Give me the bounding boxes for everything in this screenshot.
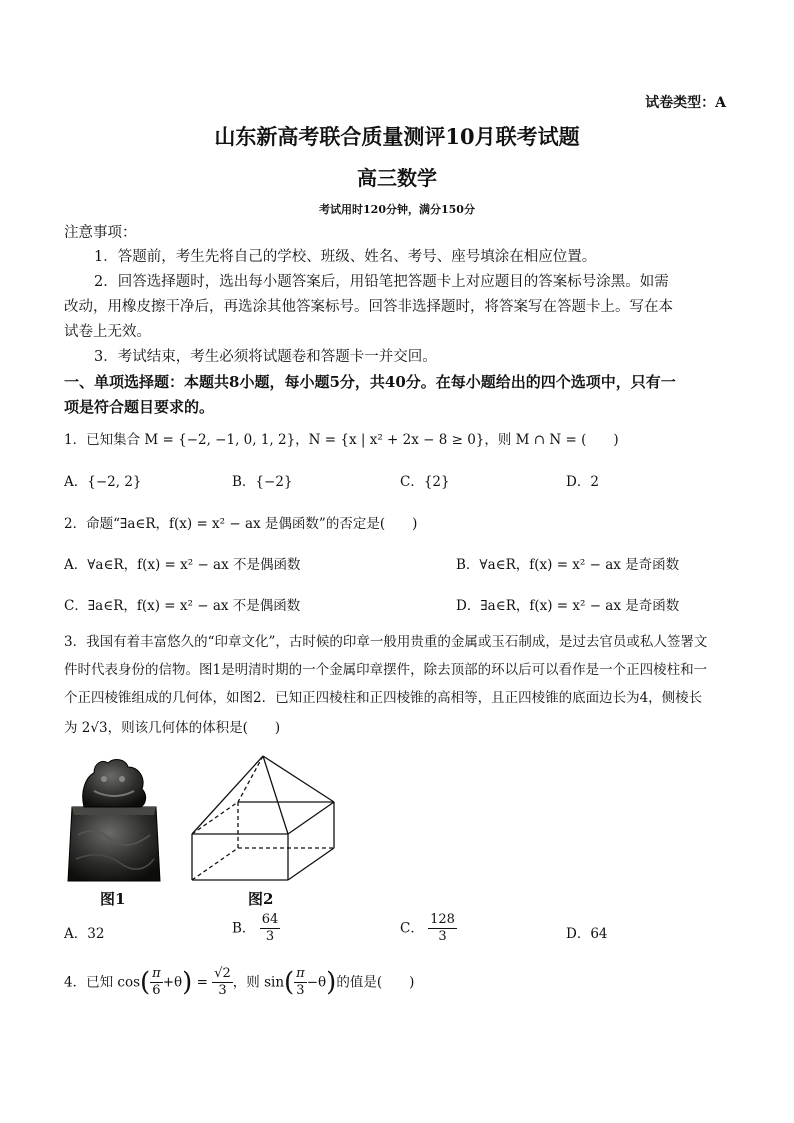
note-item-3: 3．考试结束，考生必须将试题卷和答题卡一并交回。 [94, 349, 437, 365]
solid-diagram [188, 752, 338, 887]
section-heading: 一、单项选择题：本题共8小题，每小题5分，共40分。在每小题给出的四个选项中，只有一 [64, 373, 676, 391]
note-item-2: 2．回答选择题时，选出每小题答案后，用铅笔把答题卡上对应题目的答案标号涂黑。如需 [94, 274, 669, 290]
question-2: 2．命题“∃a∈R，f(x) = x² − ax 是偶函数”的否定是( ) [64, 516, 418, 532]
q1-option-b: B．{−2} [232, 474, 293, 490]
question-3-line-1: 3．我国有着丰富悠久的“印章文化”，古时候的印章一般用贵重的金属或玉石制成，是过去官员或私人签署文 [64, 634, 708, 650]
question-3-line-4: 为 2√3，则该几何体的体积是( ) [64, 720, 281, 736]
q4-angle-b-denominator: 3 [296, 983, 305, 998]
q3-option-d: D．64 [566, 926, 608, 942]
exam-subject: 高三数学 [357, 166, 437, 190]
question-1: 1．已知集合 M = {−2, −1, 0, 1, 2}，N = {x | x² + 2x − 8 ≥ 0}，则 M ∩ N = ( ) [64, 432, 619, 448]
exam-info: 考试用时120分钟，满分150分 [319, 203, 475, 216]
q4-paren-close: ) [182, 967, 193, 998]
seal-photo [64, 755, 164, 885]
q2-option-c: C．∃a∈R，f(x) = x² − ax 不是偶函数 [64, 598, 301, 614]
paper-type: 试卷类型：A [645, 95, 726, 111]
q4-value-numerator: √2 [214, 966, 231, 981]
q4-angle-fraction-b [294, 966, 307, 999]
q4-angle-a-tail: +θ [162, 974, 183, 991]
q3-option-b-denominator: 3 [265, 929, 275, 944]
exam-title: 山东新高考联合质量测评10月联考试题 [214, 124, 580, 149]
q4-paren-close-2: ) [326, 967, 337, 998]
notes-heading: 注意事项： [64, 225, 137, 241]
q4-angle-b-numerator: π [296, 966, 305, 981]
q1-option-a: A．{−2, 2} [64, 474, 142, 490]
note-item-1: 1．答题前，考生先将自己的学校、班级、姓名、考号、座号填涂在相应位置。 [94, 249, 597, 265]
q4-angle-fraction-a [150, 966, 163, 999]
q3-option-c-fraction [428, 912, 457, 945]
q3-option-c [400, 912, 457, 945]
q3-option-c-denominator: 3 [438, 929, 447, 944]
figure-1-label: 图1 [100, 890, 126, 908]
q2-option-b: B．∀a∈R，f(x) = x² − ax 是奇函数 [456, 557, 680, 573]
question-3-line-3: 个正四棱锥组成的几何体，如图2．已知正四棱柱和正四棱锥的高相等，且正四棱锥的底面边长为4，侧棱长 [64, 690, 703, 706]
q3-option-c-label: C． [400, 920, 424, 937]
q4-angle-a-numerator: π [152, 966, 161, 981]
figure-2-label: 图2 [248, 890, 274, 908]
q4-middle: ，则 sin [232, 974, 285, 991]
note-item-2-cont: 改动，用橡皮擦干净后，再选涂其他答案标号。回答非选择题时，将答案写在答题卡上。写在本 [64, 299, 673, 315]
section-heading-cont: 项是符合题目要求的。 [64, 398, 215, 416]
q3-option-b-numerator: 64 [261, 912, 279, 927]
q3-option-b-label: B． [232, 920, 256, 937]
note-item-2-end: 试卷上无效。 [64, 324, 151, 340]
q2-option-d: D．∃a∈R，f(x) = x² − ax 是奇函数 [456, 598, 680, 614]
q4-suffix: 的值是( ) [336, 974, 415, 991]
question-4 [64, 966, 414, 999]
q4-value-fraction [212, 966, 233, 999]
q4-angle-b-tail: −θ [306, 974, 327, 991]
q4-paren-open: ( [140, 967, 151, 998]
q4-prefix: 4．已知 cos [64, 974, 140, 991]
q3-option-b-fraction [260, 912, 281, 945]
q4-value-denominator: 3 [218, 983, 227, 998]
q4-paren-open-2: ( [284, 967, 295, 998]
q2-option-a: A．∀a∈R，f(x) = x² − ax 不是偶函数 [64, 557, 301, 573]
q3-option-c-numerator: 128 [430, 912, 455, 927]
q1-option-d: D．2 [566, 474, 599, 490]
q4-equals: = [196, 974, 208, 991]
q3-option-a: A．32 [64, 926, 105, 942]
question-3-line-2: 件时代表身份的信物。图1是明清时期的一个金属印章摆件，除去顶部的环以后可以看作是一个正四棱柱和一 [64, 662, 708, 678]
q1-option-c: C．{2} [400, 474, 450, 490]
q4-angle-a-denominator: 6 [152, 983, 161, 998]
q3-option-b [232, 912, 280, 945]
